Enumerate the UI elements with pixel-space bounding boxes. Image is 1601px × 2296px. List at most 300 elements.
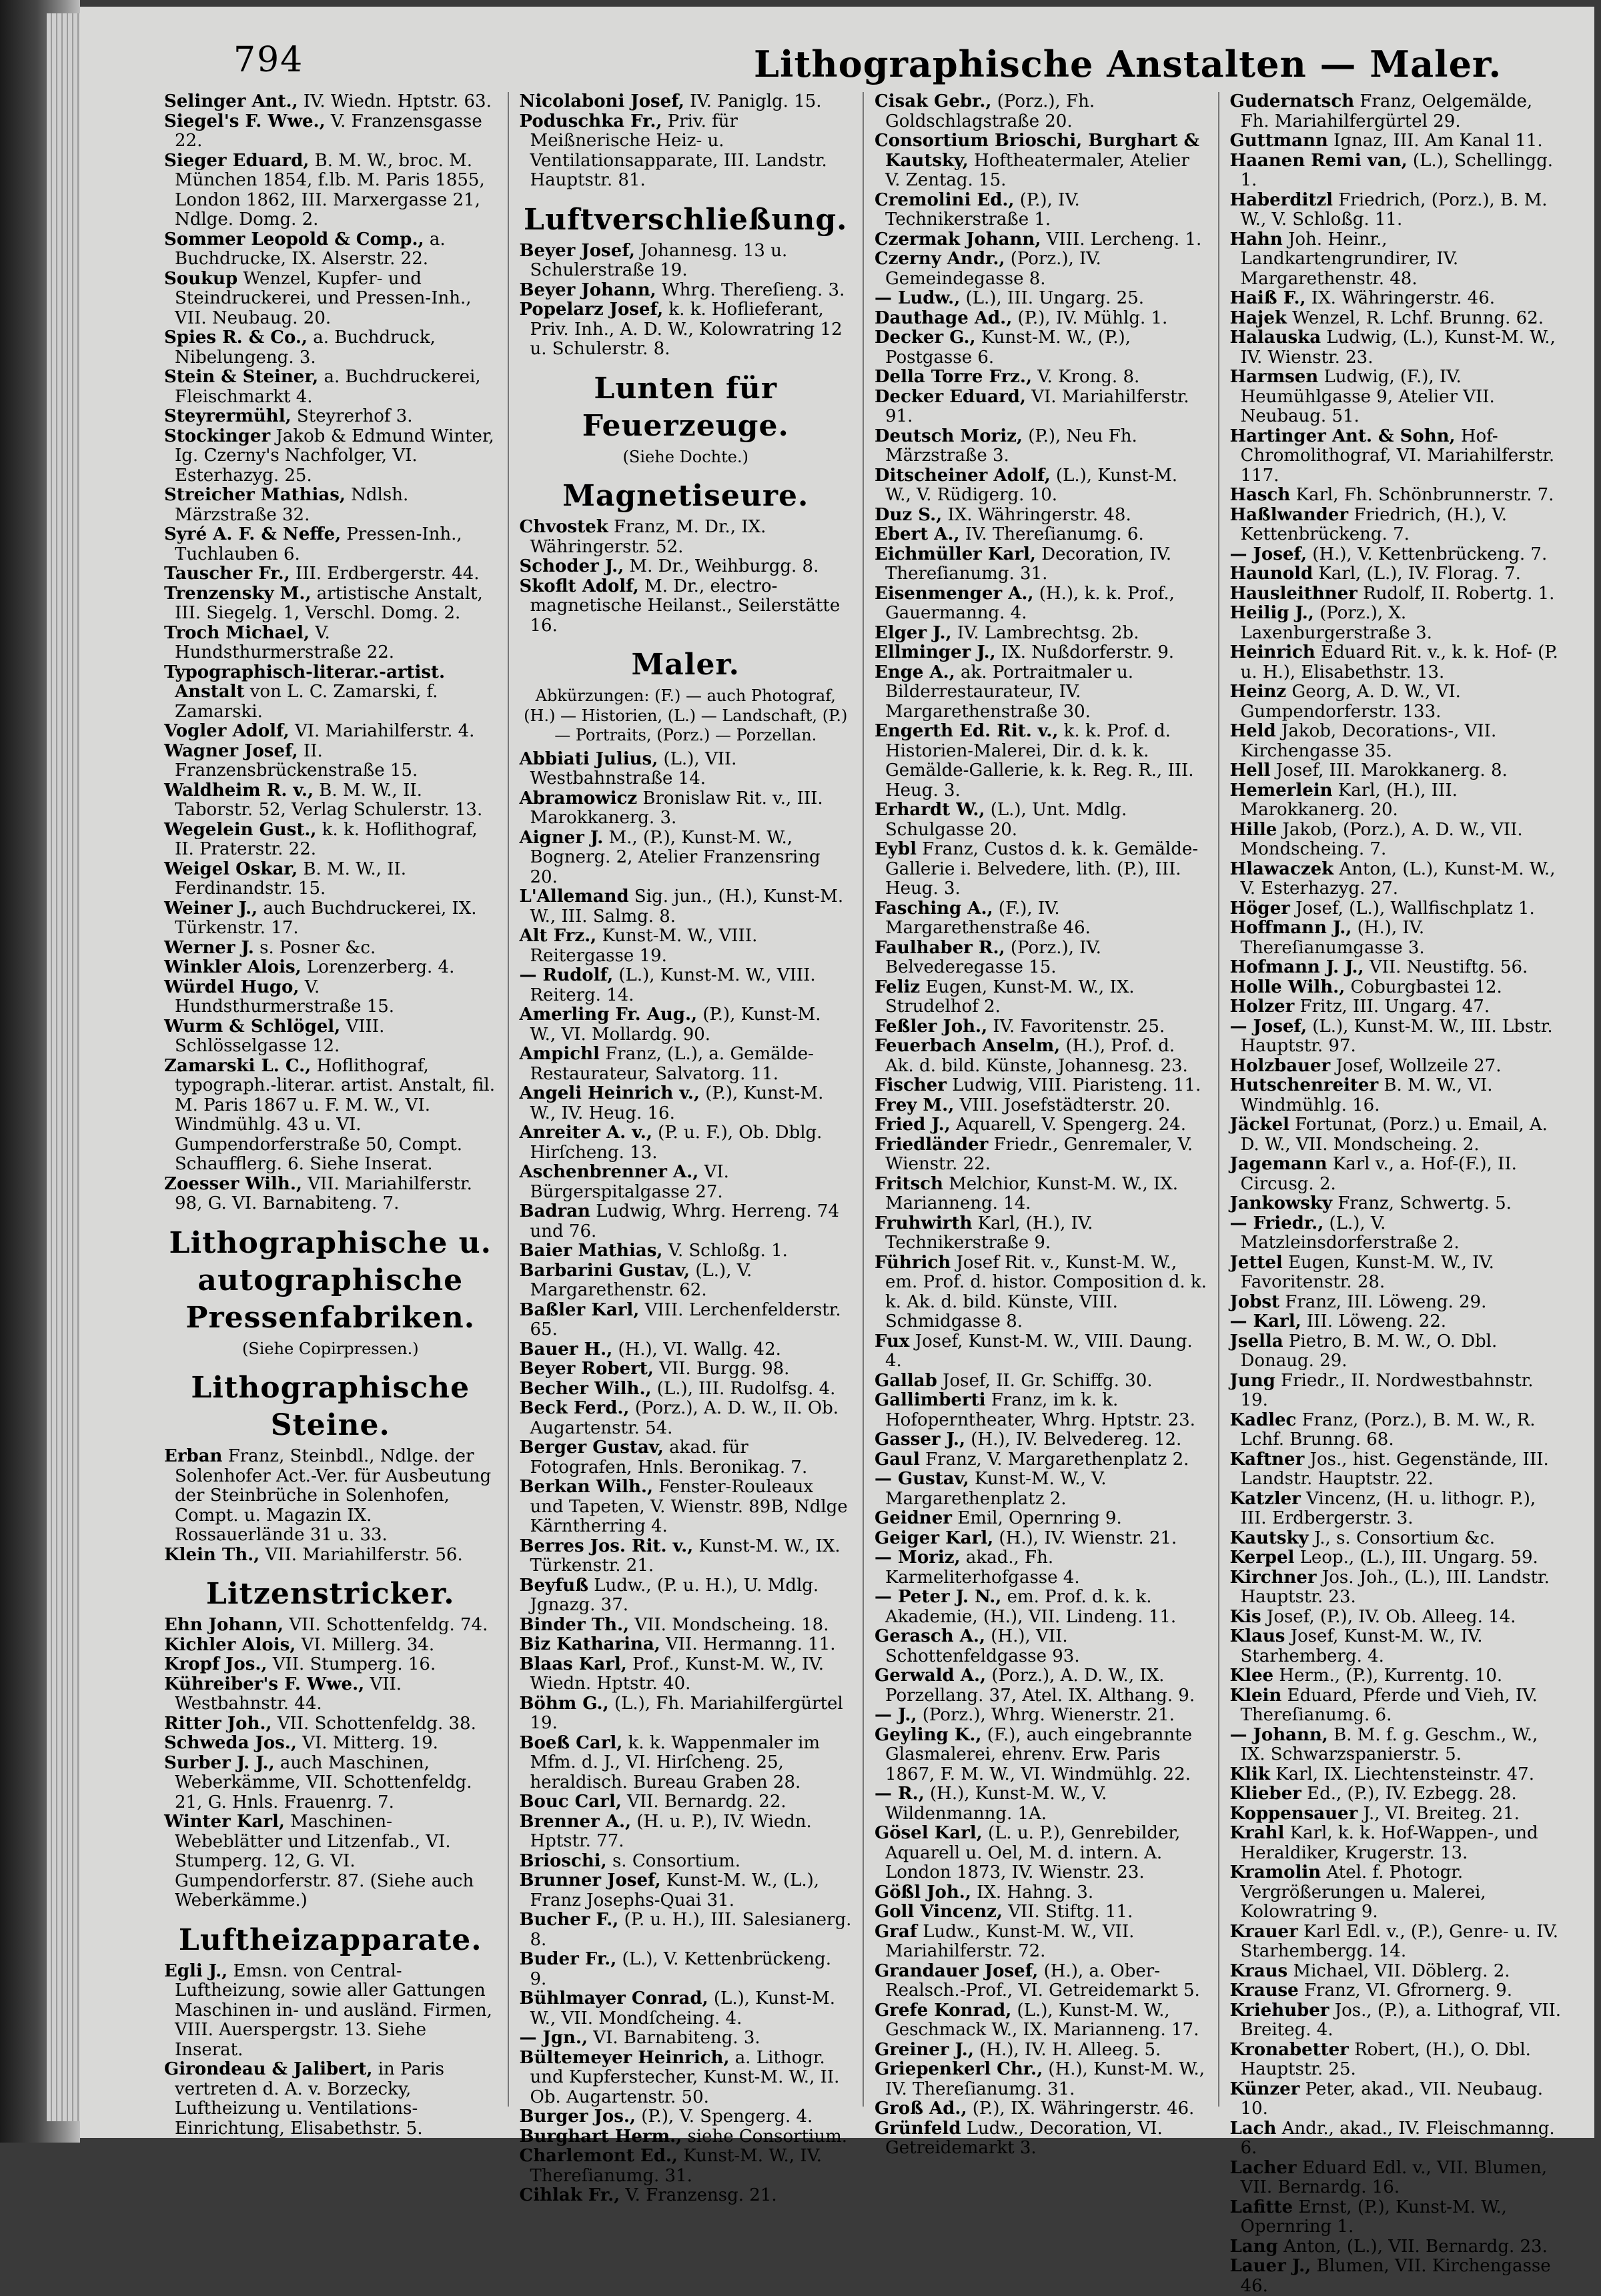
directory-entry: [164, 525, 497, 564]
entry-details: (F.), auch eingebrannte Glasmalerei, ehrenv. Erw. Paris 1867, F. M. W., VI. Windmühlg. 22.: [885, 1724, 1192, 1784]
entry-details: VII. Bernardg. 22.: [621, 1792, 786, 1812]
entry-name: Fasching A.,: [875, 898, 993, 919]
entry-name: Surber J. J.,: [164, 1752, 275, 1773]
directory-entry: [875, 1470, 1207, 1509]
entry-details: Emsn. von Central-Luftheizung, sowie aller Gattungen Maschinen in- und ausländ. Firmen, VIII. Auerspergstr. 13. Siehe Inserat.: [175, 1960, 492, 2060]
directory-entry: [520, 1084, 853, 1123]
directory-entry: [1230, 1490, 1564, 1529]
directory-entry: [1230, 1214, 1564, 1253]
directory-entry: [1230, 131, 1564, 151]
entry-name: Boeß Carl,: [519, 1732, 623, 1753]
directory-entry: [875, 230, 1207, 250]
directory-entry: [520, 1852, 853, 1872]
entry-name: Ritter Joh.,: [164, 1713, 272, 1734]
directory-entry: [1230, 643, 1564, 682]
directory-entry: [875, 840, 1207, 899]
entry-name: Amerling Fr. Aug.,: [519, 1005, 698, 1025]
entry-details: B. M. W., II. Ferdinandstr. 15.: [175, 858, 406, 899]
entry-details: (P.), IX. Währingerstr. 46.: [967, 2099, 1195, 2119]
directory-entry: [1230, 1371, 1564, 1411]
column-4: [1219, 91, 1575, 2296]
entry-name: Greiner J.,: [875, 2039, 974, 2060]
directory-entry: [875, 643, 1207, 663]
entry-details: Franz, Custos d. k. k. Gemälde-Gallerie i. Belvedere, lith. (P.), III. Heug. 3.: [885, 839, 1199, 899]
directory-entry: [164, 1057, 497, 1175]
directory-entry: [1230, 1726, 1564, 1765]
directory-entry: [1230, 1529, 1564, 1549]
entry-name: Hasch: [1229, 485, 1291, 505]
entry-name: Gerwald A.,: [875, 1666, 987, 1686]
directory-entry: [1230, 820, 1564, 860]
directory-entry: [164, 978, 497, 1017]
entry-name: Schoder J.,: [519, 556, 624, 576]
entry-name: Zamarski L. C.,: [164, 1055, 312, 1076]
directory-entry: [520, 1399, 853, 1438]
entry-details: (L.), Schellingg. 1.: [1240, 150, 1554, 190]
directory-entry: [875, 1096, 1207, 1116]
entry-details: M., (P.), Kunst-M. W., Bognerg. 2, Atelier Franzensring 20.: [530, 827, 821, 887]
entry-name: Hille: [1229, 819, 1277, 840]
directory-entry: [164, 486, 497, 525]
entry-name: — Jgn.,: [519, 2028, 588, 2048]
directory-entry: [1230, 1608, 1564, 1628]
entry-details: Anton, (L.), Kunst-M. W., V. Esterhazyg. 27.: [1240, 858, 1556, 899]
directory-entry: [164, 899, 497, 939]
entry-name: Kadlec: [1229, 1409, 1297, 1430]
entry-name: Koppensauer: [1229, 1803, 1358, 1824]
entry-details: Michael, VII. Döblerg. 2.: [1287, 1960, 1510, 1981]
entry-name: Führich: [875, 1252, 951, 1273]
entry-details: k. k. Hoflieferant, Priv. Inh., A. D. W., Kolowratring 12 u. Schulerstr. 8.: [530, 300, 843, 359]
entry-name: Beyfuß: [519, 1575, 588, 1596]
entry-name: Fischer: [875, 1075, 947, 1095]
entry-details: VII. Burgg. 98.: [653, 1359, 790, 1379]
directory-entry: [520, 2127, 853, 2147]
directory-entry: [875, 545, 1207, 584]
entry-details: J., s. Consortium &c.: [1308, 1528, 1496, 1548]
entry-details: VIII. Lercheng. 1.: [1041, 229, 1202, 249]
entry-name: Sieger Eduard,: [164, 150, 310, 171]
entry-details: (H.), Kunst-M. W., V. Wildenmanng. 1A.: [885, 1784, 1107, 1824]
directory-entry: [520, 1812, 853, 1852]
directory-entry: [1230, 1017, 1564, 1057]
entry-name: Heilig J.,: [1229, 603, 1314, 623]
entry-name: Grefe Konrad,: [875, 2000, 1012, 2021]
entry-details: Josef, (L.), Wallfischplatz 1.: [1289, 898, 1535, 919]
directory-entry: [164, 1175, 497, 1214]
directory-entry: [875, 1588, 1207, 1627]
entry-details: (L.), VII. Westbahnstraße 14.: [530, 748, 737, 788]
entry-details: VII. Hermanng. 11.: [660, 1634, 836, 1654]
entry-name: Feuerbach Anselm,: [875, 1036, 1061, 1056]
entry-details: siehe Consortium.: [682, 2126, 848, 2147]
directory-entry: [875, 1666, 1207, 1706]
directory-entry: [164, 781, 497, 820]
directory-entry: [875, 1883, 1207, 1903]
entry-details: Kunst-M. W., V. Margarethenplatz 2.: [885, 1469, 1107, 1509]
directory-entry: [1230, 1765, 1564, 1785]
directory-entry: [1230, 230, 1564, 290]
directory-entry: [875, 1726, 1207, 1785]
directory-entry: [520, 1123, 853, 1163]
entry-details: VII. Schottenfeldg. 38.: [272, 1713, 476, 1734]
entry-details: Eugen, Kunst-M. W., IX. Strudelhof 2.: [885, 977, 1135, 1017]
entry-name: Alt Frz.,: [519, 926, 597, 946]
entry-details: (Porz.), A. D. W., II. Ob. Augartenstr. 54.: [530, 1398, 839, 1438]
entry-name: Zoesser Wilh.,: [164, 1173, 302, 1194]
page-number: 794: [233, 40, 304, 80]
directory-entry: [875, 1430, 1207, 1450]
entry-name: — Friedr.,: [1229, 1213, 1324, 1233]
entry-name: Burger Jos.,: [519, 2107, 636, 2127]
entry-name: Grandauer Josef,: [875, 1960, 1039, 1981]
directory-entry: [1230, 682, 1564, 722]
entry-details: M. Dr., Weihburgg. 8.: [624, 556, 819, 576]
entry-name: Tauscher Fr.,: [164, 564, 290, 584]
directory-entry: [520, 557, 853, 577]
entry-name: Kühreiber's F. Wwe.,: [164, 1674, 365, 1694]
directory-entry: [164, 328, 497, 368]
entry-details: Karl Edl. v., (P.), Genre- u. IV. Starhembergg. 14.: [1240, 1921, 1558, 1961]
directory-entry: [1230, 1057, 1564, 1077]
entry-name: Geiger Karl,: [875, 1528, 994, 1548]
directory-entry: [1230, 1115, 1564, 1155]
entry-details: (P. u. H.), III. Salesianerg. 8.: [530, 1910, 852, 1950]
entry-name: Popelarz Josef,: [519, 300, 664, 320]
entry-details: Lorenzerberg. 4.: [301, 957, 455, 977]
entry-name: Kraus: [1229, 1960, 1288, 1981]
entry-name: Fruhwirth: [875, 1213, 973, 1233]
directory-entry: [164, 1655, 497, 1675]
entry-name: Becher Wilh.,: [519, 1378, 652, 1399]
entry-name: Gösel Karl,: [875, 1823, 983, 1843]
entry-details: VIII. Schlösselgasse 12.: [175, 1016, 385, 1056]
entry-name: Holzbauer: [1229, 1055, 1331, 1076]
entry-name: Jung: [1229, 1370, 1275, 1391]
entry-details: Pietro, B. M. W., O. Dbl. Donaug. 29.: [1240, 1331, 1498, 1371]
entry-details: (H.), Kunst-M. W., IV. Thereſianumg. 31.: [885, 2059, 1205, 2099]
directory-entry: [520, 281, 853, 301]
entry-name: Jsella: [1229, 1331, 1283, 1351]
directory-entry: [875, 92, 1207, 131]
directory-entry: [1230, 1981, 1564, 2001]
entry-details: VIII. Josefstädterstr. 20.: [954, 1095, 1171, 1115]
entry-name: Kramolin: [1229, 1862, 1321, 1882]
directory-entry: [520, 1340, 853, 1360]
entry-details: (L.), Kunst-M. W., III. Lbstr. Hauptstr. 97.: [1240, 1016, 1553, 1056]
entry-details: IV. Wiedn. Hptstr. 63.: [298, 91, 492, 111]
entry-details: Melchior, Kunst-M. W., IX. Marianneng. 14.: [885, 1173, 1179, 1213]
directory-entry: [875, 1175, 1207, 1214]
entry-details: Ludw., Kunst-M. W., VII. Mariahilferstr. 72.: [885, 1921, 1135, 1961]
directory-entry: [164, 742, 497, 781]
directory-entry: [875, 289, 1207, 309]
entry-name: Weiner J.,: [164, 898, 258, 919]
directory-entry: [520, 1655, 853, 1694]
entry-name: — Gustav,: [875, 1469, 969, 1489]
entry-name: Feßler Joh.,: [875, 1016, 988, 1037]
entry-details: Kunst-M. W., (P.), Postgasse 6.: [885, 328, 1131, 368]
directory-entry: [1230, 309, 1564, 329]
entry-details: Eugen, Kunst-M. W., IV. Favoritenstr. 28.: [1240, 1252, 1494, 1292]
directory-entry: [875, 1962, 1207, 2001]
entry-details: Jakob, (Porz.), A. D. W., VII. Mondscheing. 7.: [1240, 819, 1523, 859]
entry-name: Abbiati Julius,: [519, 748, 658, 769]
directory-entry: [875, 1135, 1207, 1175]
section-heading: Luftverschließung.: [524, 202, 848, 237]
directory-entry: [164, 151, 497, 230]
directory-entry: [875, 2099, 1207, 2119]
entry-name: Jagemann: [1229, 1154, 1327, 1174]
directory-entry: [875, 1371, 1207, 1391]
entry-details: Karl, IX. Liechtensteinstr. 47.: [1269, 1764, 1534, 1784]
directory-entry: [875, 427, 1207, 466]
directory-entry: [1230, 1627, 1564, 1666]
entry-name: Beyer Josef,: [519, 240, 635, 261]
entry-details: (Porz.), A. D. W., IX. Porzellang. 37, Atel. IX. Althang. 9.: [885, 1666, 1195, 1706]
entry-name: Haßlwander: [1229, 504, 1349, 525]
directory-entry: [520, 1616, 853, 1636]
directory-entry: [1230, 604, 1564, 643]
entry-details: IX. Währingerstr. 46.: [1305, 288, 1496, 308]
entry-name: Friedländer: [875, 1134, 989, 1155]
entry-name: Winter Karl,: [164, 1812, 285, 1832]
entry-details: (Porz.), X. Laxenburgerstraße 3.: [1240, 603, 1432, 643]
entry-details: (H.), IV. Wienstr. 21.: [993, 1528, 1177, 1548]
entry-name: Gallimberti: [875, 1390, 986, 1410]
entry-name: — Johann,: [1229, 1724, 1328, 1745]
directory-entry: [1230, 1686, 1564, 1726]
entry-details: B. M. W., VI. Windmühlg. 16.: [1240, 1075, 1493, 1115]
directory-entry: [520, 112, 853, 191]
directory-entry: [1230, 486, 1564, 506]
directory-entry: [875, 309, 1207, 329]
entry-name: — Moriz,: [875, 1548, 961, 1568]
directory-entry: [164, 1636, 497, 1656]
directory-entry: [1230, 564, 1564, 584]
section-note: (Siehe Copirpressen.): [241, 1339, 419, 1358]
directory-entry: [1230, 1293, 1564, 1313]
entry-name: Typographisch-literar.-artist. Anstalt: [164, 662, 446, 702]
entry-details: (Porz.), IV. Belvederegasse 15.: [885, 937, 1101, 977]
entry-name: Brunner Josef,: [519, 1870, 661, 1890]
directory-entry: [875, 939, 1207, 978]
directory-entry: [1230, 1312, 1564, 1332]
directory-entry: [1230, 1076, 1564, 1115]
entry-details: Ludw., Decoration, VI. Getreidemarkt 3.: [885, 2118, 1163, 2158]
entry-details: (L. u. P.), Genrebilder, Aquarell u. Oel, M. d. intern. A. London 1873, IV. Wienstr. 23.: [885, 1823, 1181, 1882]
entry-name: Krauer: [1229, 1921, 1298, 1942]
entry-name: — J.,: [875, 1705, 917, 1725]
entry-details: Andr., akad., IV. Fleischmanng. 6.: [1240, 2118, 1555, 2158]
section-heading: Luftheizapparate.: [178, 1922, 482, 1957]
directory-entry: [875, 1627, 1207, 1666]
entry-name: Skoflt Adolf,: [519, 576, 639, 596]
directory-entry: [1230, 92, 1564, 131]
entry-name: Fux: [875, 1331, 910, 1351]
entry-details: Steyrerhof 3.: [291, 406, 413, 426]
entry-name: Ehn Johann,: [164, 1615, 284, 1635]
entry-details: Jakob & Edmund Winter, Ig. Czerny's Nachfolger, VI. Esterhazyg. 25.: [175, 426, 494, 486]
entry-name: Lach: [1229, 2118, 1277, 2139]
entry-name: Girondeau & Jalibert,: [164, 2059, 373, 2079]
entry-name: Gaul: [875, 1449, 920, 1470]
directory-entry: [875, 1037, 1207, 1076]
directory-entry: [875, 978, 1207, 1017]
entry-details: (P. u. F.), Ob. Dblg. Hirſcheng. 13.: [530, 1123, 823, 1163]
directory-entry: [875, 2001, 1207, 2041]
directory-entry: [875, 506, 1207, 526]
entry-name: Grünfeld: [875, 2118, 961, 2139]
entry-details: IX. Währingerstr. 48.: [942, 504, 1131, 525]
entry-name: Ebert A.,: [875, 524, 960, 544]
entry-name: Elger J.,: [875, 622, 952, 643]
entry-name: Berger Gustav,: [519, 1438, 664, 1458]
entry-details: Ed., (P.), IV. Ezbegg. 28.: [1301, 1784, 1517, 1804]
directory-entry: [1230, 328, 1564, 368]
entry-name: — R.,: [875, 1784, 925, 1804]
entry-name: Deutsch Moriz,: [875, 426, 1023, 446]
directory-entry: [1230, 1666, 1564, 1686]
entry-details: Rudolf, II. Robertg. 1.: [1357, 583, 1555, 604]
entry-name: Barbarini Gustav,: [519, 1260, 690, 1281]
directory-entry: [1230, 761, 1564, 781]
entry-details: Josef, (P.), IV. Ob. Alleeg. 14.: [1261, 1606, 1516, 1627]
directory-entry: [1230, 2119, 1564, 2159]
directory-entry: [520, 789, 853, 828]
directory-entry: [520, 1734, 853, 1793]
directory-entry: [520, 966, 853, 1005]
entry-details: (Porz.), Fh. Goldschlagstraße 20.: [885, 91, 1095, 131]
entry-details: IV. Lambrechtsg. 2b.: [951, 622, 1139, 643]
entry-details: V. Krong. 8.: [1032, 367, 1140, 387]
entry-name: Baier Mathias,: [519, 1241, 663, 1261]
entry-name: Poduschka Fr.,: [519, 111, 662, 131]
entry-name: Dauthage Ad.,: [875, 308, 1013, 328]
entry-details: VII. Stumperg. 16.: [267, 1654, 436, 1674]
directory-entry: [520, 241, 853, 281]
entry-details: J., VI. Breiteg. 21.: [1358, 1803, 1520, 1824]
entry-name: Abramowicz: [519, 788, 638, 808]
entry-name: Krahl: [1229, 1823, 1285, 1843]
entry-name: Decker Eduard,: [875, 386, 1026, 407]
entry-name: Charlemont Ed.,: [519, 2146, 678, 2166]
entry-details: s. Posner &c.: [253, 937, 376, 958]
directory-entry: [875, 328, 1207, 368]
entry-details: (H.), Prof. d. Ak. d. bild. Künste, Johannesg. 23.: [885, 1036, 1188, 1076]
entry-name: Beck Ferd.,: [519, 1398, 630, 1418]
directory-entry: [520, 1694, 853, 1734]
entry-name: Eybl: [875, 839, 917, 859]
entry-details: Blumen, VII. Kirchengasse 46.: [1240, 2256, 1551, 2296]
directory-entry: [164, 427, 497, 486]
entry-details: Friedr., Genremaler, V. Wienstr. 22.: [885, 1134, 1193, 1174]
entry-details: ak. Portraitmaler u. Bilderrestaurateur, IV. Margarethenstraße 30.: [885, 662, 1134, 722]
entry-details: Jos., (P.), a. Lithograf, VII. Breiteg. 4.: [1240, 2000, 1562, 2040]
directory-entry: [164, 112, 497, 151]
directory-entry: [1230, 584, 1564, 604]
directory-entry: [520, 1792, 853, 1812]
entry-details: VII. Westbahnstr. 44.: [175, 1674, 402, 1714]
entry-details: Karl, (L.), IV. Florag. 7.: [1313, 564, 1521, 584]
entry-details: Ludwig, (L.), Kunst-M. W., IV. Wienstr. 23.: [1240, 328, 1556, 368]
directory-entry: [520, 1989, 853, 2029]
entry-details: Joh. Heinr., Landkartengrundirer, IV. Margarethenstr. 48.: [1240, 229, 1459, 289]
directory-entry: [875, 1902, 1207, 1922]
entry-name: Griepenkerl Chr.,: [875, 2059, 1043, 2079]
section-heading: Lunten für Feuerzeuge.: [582, 371, 789, 443]
entry-name: Kronabetter: [1229, 2039, 1349, 2060]
entry-details: (L.), Kunst-M. W., VII. Mondſcheing. 4.: [530, 1988, 836, 2029]
directory-entry: [1230, 368, 1564, 427]
entry-name: Hoffmann J.,: [1229, 918, 1352, 938]
directory-entry: [875, 663, 1207, 722]
entry-details: (L.), III. Rudolfsg. 4.: [651, 1378, 836, 1399]
entry-details: V. Franzensgasse 22.: [175, 111, 482, 151]
entry-name: Würdel Hugo,: [164, 977, 300, 997]
directory-entry: [164, 1546, 497, 1566]
entry-details: Eduard, Pferde und Vieh, IV. Thereſianumg. 6.: [1240, 1685, 1538, 1725]
entry-name: Gerasch A.,: [875, 1626, 985, 1646]
entry-details: artistische Anstalt, III. Siegelg. 1, Verschl. Domg. 2.: [175, 583, 483, 623]
entry-name: Holzer: [1229, 997, 1295, 1017]
directory-entry: [1230, 1863, 1564, 1922]
directory-entry: [1230, 978, 1564, 998]
entry-name: Kriehuber: [1229, 2000, 1329, 2021]
directory-entry: [164, 1447, 497, 1546]
directory-entry: [1230, 1411, 1564, 1450]
directory-entry: [875, 1017, 1207, 1037]
entry-details: Karl, (H.), III. Marokkanerg. 20.: [1240, 780, 1458, 820]
entry-name: Bühlmayer Conrad,: [519, 1988, 708, 2008]
directory-entry: [875, 1450, 1207, 1470]
entry-details: Fenster-Rouleaux und Tapeten, V. Wienstr. 89B, Ndlge Kärntherring 4.: [530, 1477, 848, 1536]
entry-details: Josef, Kunst-M. W., IV. Starhemberg. 4.: [1240, 1626, 1483, 1666]
directory-entry: [1230, 722, 1564, 761]
entry-name: Jettel: [1229, 1252, 1283, 1273]
entry-details: Franz, III. Löweng. 29.: [1279, 1291, 1487, 1312]
entry-details: IV. Thereſianumg. 6.: [959, 524, 1144, 544]
directory-entry: [520, 1045, 853, 1084]
entry-details: (Porz.), Whrg. Wienerstr. 21.: [917, 1705, 1175, 1725]
directory-entry: [1230, 860, 1564, 899]
entry-details: Franz, M. Dr., IX. Währingerstr. 52.: [530, 517, 766, 557]
directory-entry: [164, 1754, 497, 1813]
entry-details: Friedrich, (H.), V. Kettenbrückeng. 7.: [1240, 504, 1508, 544]
entry-details: Hoftheatermaler, Atelier V. Zentag. 15.: [885, 150, 1189, 190]
entry-name: Klieber: [1229, 1784, 1301, 1804]
entry-details: Peter, akad., VII. Neubaug. 10.: [1240, 2079, 1543, 2119]
entry-details: (H.), a. Ober-Realsch.-Prof., VI. Getreidemarkt 5.: [885, 1960, 1200, 2000]
directory-entry: [520, 1301, 853, 1340]
directory-entry: [1230, 2001, 1564, 2041]
entry-name: Blaas Karl,: [519, 1654, 627, 1674]
entry-details: IX. Hahng. 3.: [971, 1882, 1094, 1902]
entry-details: VII. Mariahilferstr. 98, G. VI. Barnabiteng. 7.: [175, 1173, 472, 1213]
entry-name: Klaus: [1229, 1626, 1285, 1646]
entry-name: Czerny Andr.,: [875, 249, 1005, 269]
directory-entry: [520, 1163, 853, 1202]
directory-entry: [164, 939, 497, 959]
entry-details: (P.), Kunst-M. W., VI. Mollardg. 90.: [530, 1005, 821, 1045]
directory-entry: [875, 800, 1207, 840]
directory-entry: [520, 2186, 853, 2206]
entry-details: a. Buchdrucke, IX. Alserstr. 22.: [175, 229, 446, 269]
directory-entry: [1230, 1332, 1564, 1371]
entry-name: Biz Katharina,: [519, 1634, 660, 1654]
entry-name: Kis: [1229, 1606, 1261, 1627]
section-note: (Siehe Dochte.): [622, 447, 748, 466]
